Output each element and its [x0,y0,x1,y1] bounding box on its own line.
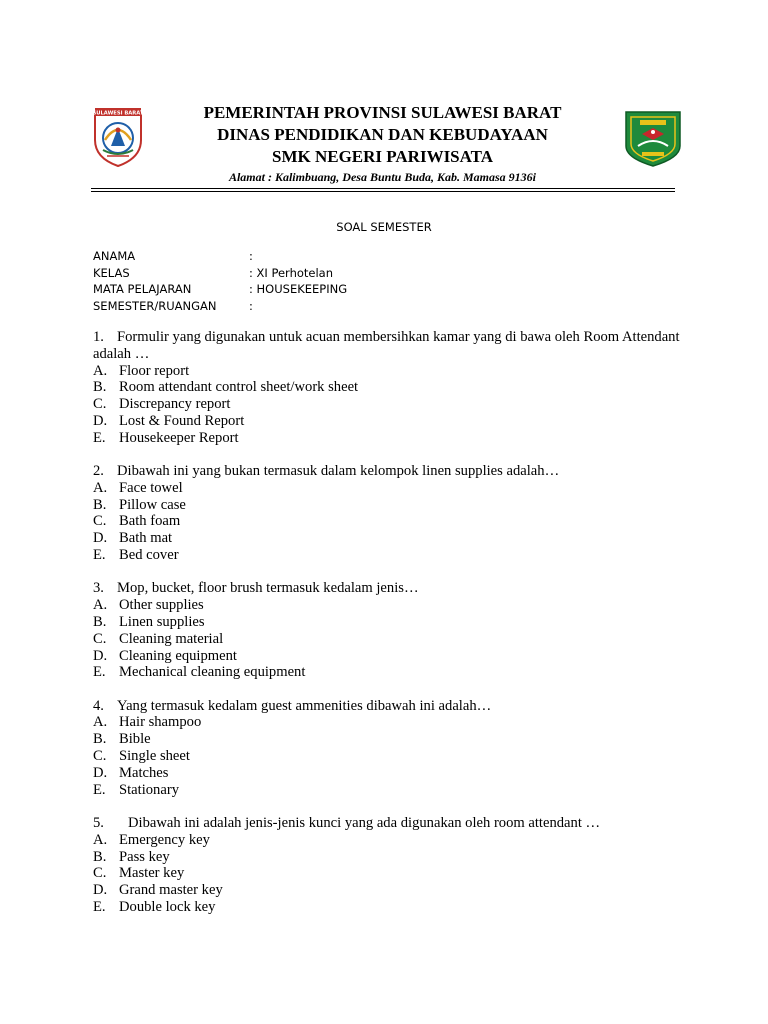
answer-option [93,865,693,882]
student-info-block [93,248,347,314]
question-list [93,329,693,932]
answer-option [93,882,693,899]
option-text: Floor report [119,362,190,379]
answer-option [93,731,693,748]
option-letter: B. [93,848,107,865]
info-row-class [93,265,347,282]
header-line-2: DINAS PENDIDIKAN DAN KEBUDAYAAN [217,125,548,144]
answer-option [93,782,693,799]
answer-option [93,664,693,681]
option-text: Mechanical cleaning equipment [119,664,306,681]
question-number: 4. [93,697,104,714]
question-text [93,580,693,597]
option-text: Emergency key [119,831,210,848]
option-text: Stationary [119,781,179,798]
info-label: ANAMA [93,249,136,263]
option-letter: E. [93,429,106,446]
option-text: Cleaning equipment [119,647,237,664]
answer-option [93,547,693,564]
answer-option [93,497,693,514]
answer-option [93,648,693,665]
option-text: Other supplies [119,597,204,614]
option-letter: C. [93,513,107,530]
question-number: 2. [93,463,104,480]
question-number: 5. [93,814,104,831]
question-number: 3. [93,580,104,597]
option-text: Room attendant control sheet/work sheet [119,379,359,396]
option-text: Housekeeper Report [119,429,239,446]
question-2 [93,463,693,564]
option-letter: A. [93,831,108,848]
option-text: Linen supplies [119,613,205,630]
option-text: Cleaning material [119,630,224,647]
answer-option [93,396,693,413]
option-letter: A. [93,479,108,496]
option-text: Pillow case [119,496,186,513]
header-divider-bottom [91,191,675,192]
answer-option [93,614,693,631]
option-text: Bath foam [119,513,181,530]
option-text: Bed cover [119,547,179,564]
answer-option [93,430,693,447]
info-label: SEMESTER/RUANGAN [93,298,217,313]
answer-option [93,849,693,866]
info-value: : [249,298,253,313]
sulawesi-barat-emblem-icon [91,106,145,168]
option-letter: D. [93,412,108,429]
option-text: Single sheet [119,748,190,765]
header-line-3: SMK NEGERI PARIWISATA [271,147,494,166]
answer-option [93,480,693,497]
option-letter: B. [93,613,107,630]
info-row-subject [93,281,347,298]
option-text: Matches [119,764,169,781]
option-text: Bible [119,731,151,748]
question-prompt: Dibawah ini yang bukan termasuk dalam kelompok linen supplies adalah… [117,463,560,480]
answer-option [93,413,693,430]
option-letter: E. [93,547,106,564]
question-3 [93,580,693,681]
header-address: Alamat : Kalimbuang, Desa Buntu Buda, Kab. Mamasa 9136i [228,170,537,184]
option-letter: D. [93,647,108,664]
question-prompt: Dibawah ini adalah jenis-jenis kunci yang ada digunakan oleh room attendant … [128,814,601,831]
option-letter: E. [93,781,106,798]
option-letter: B. [93,731,107,748]
question-number: 1. [93,329,104,345]
answer-option [93,714,693,731]
header-line-1: PEMERINTAH PROVINSI SULAWESI BARAT [203,103,562,122]
option-text: Discrepancy report [119,396,231,413]
option-letter: A. [93,714,108,731]
question-1 [93,329,693,447]
option-letter: C. [93,748,107,765]
answer-option [93,748,693,765]
option-text: Pass key [119,848,170,865]
option-letter: C. [93,396,107,413]
option-letter: B. [93,496,107,513]
option-text: Bath mat [119,530,173,547]
letterhead [150,102,615,185]
info-label: MATA PELAJARAN [93,282,192,296]
question-prompt: Yang termasuk kedalam guest ammenities dibawah ini adalah… [117,697,492,714]
option-letter: A. [93,597,108,614]
question-5 [93,815,693,916]
option-letter: D. [93,764,108,781]
option-text: Lost & Found Report [119,412,245,429]
question-prompt: Formulir yang digunakan untuk acuan membersihkan kamar yang di bawa oleh Room Attendant adalah … [93,329,680,362]
question-text [93,698,693,715]
answer-option [93,530,693,547]
option-letter: B. [93,379,107,396]
option-letter: E. [93,898,106,915]
option-letter: C. [93,865,107,882]
info-value: : [249,249,253,263]
answer-option [93,631,693,648]
question-prompt: Mop, bucket, floor brush termasuk kedalam jenis… [117,580,419,597]
option-letter: D. [93,882,108,899]
question-4 [93,698,693,799]
header-divider-top [91,188,675,189]
option-text: Face towel [119,479,183,496]
question-text [93,815,693,832]
svg-text:SULAWESI BARAT: SULAWESI BARAT [92,110,144,117]
option-text: Master key [119,865,185,882]
option-text: Grand master key [119,882,223,899]
document-title: SOAL SEMESTER [336,220,432,234]
answer-option [93,832,693,849]
answer-option [93,379,693,396]
info-value: : XI Perhotelan [249,265,334,280]
info-row-name [93,248,347,265]
info-row-semester [93,298,347,315]
answer-option [93,513,693,530]
smk-pariwisata-emblem-icon [620,108,686,168]
question-text [93,329,693,363]
option-letter: E. [93,664,106,681]
option-text: Double lock key [119,898,216,915]
option-text: Hair shampoo [119,714,202,731]
answer-option [93,363,693,380]
question-text [93,463,693,480]
answer-option [93,597,693,614]
option-letter: A. [93,362,108,379]
info-label: KELAS [93,265,130,280]
option-letter: C. [93,630,107,647]
option-letter: D. [93,530,108,547]
info-value: : HOUSEKEEPING [249,282,348,296]
answer-option [93,899,693,916]
answer-option [93,765,693,782]
